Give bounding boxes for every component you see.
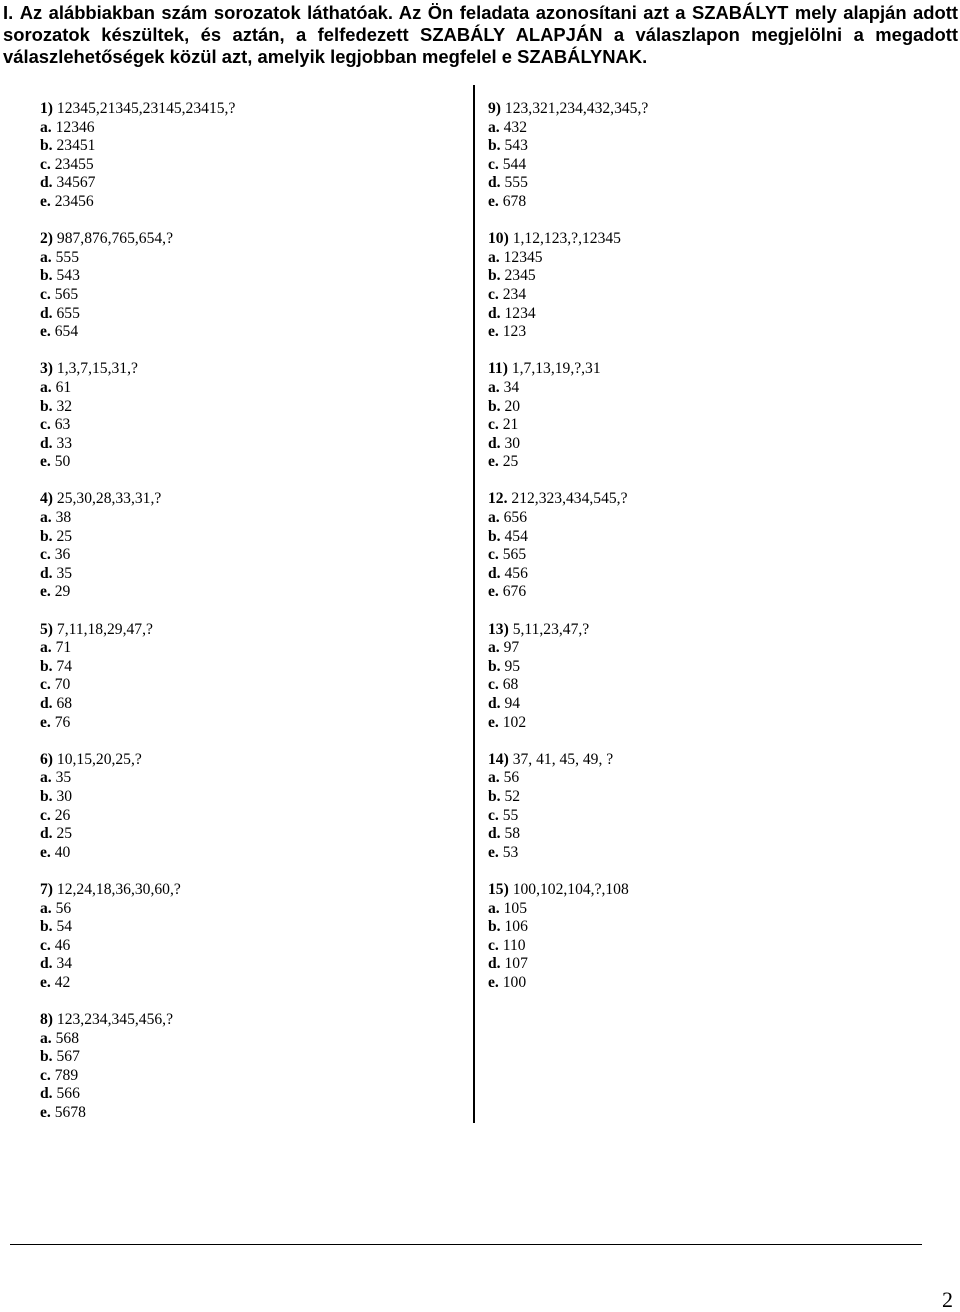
option-value: 34567: [56, 174, 96, 192]
option-letter: c.: [40, 416, 51, 434]
option-value: 35: [56, 564, 73, 582]
question-block: [488, 751, 928, 863]
answer-option: [40, 844, 460, 863]
option-value: 34: [503, 378, 520, 396]
answer-option: [40, 453, 460, 472]
option-value: 678: [502, 192, 527, 210]
option-letter: a.: [40, 639, 52, 657]
option-letter: b.: [40, 527, 53, 545]
question-number: 3): [40, 360, 53, 378]
option-letter: a.: [488, 899, 500, 917]
option-letter: c.: [488, 936, 499, 954]
option-letter: a.: [40, 1029, 52, 1047]
page-number: 2: [942, 1287, 953, 1312]
option-value: 40: [54, 843, 71, 861]
answer-option: [40, 416, 460, 435]
option-value: 54: [56, 918, 73, 936]
option-letter: e.: [488, 973, 499, 991]
option-value: 12346: [55, 118, 95, 136]
option-letter: e.: [488, 192, 499, 210]
answer-option: [488, 918, 928, 937]
option-letter: b.: [488, 657, 501, 675]
option-value: 97: [503, 639, 520, 657]
option-letter: b.: [488, 267, 501, 285]
answer-option: [40, 769, 460, 788]
question-line: [40, 1011, 460, 1030]
question-block: [40, 230, 460, 342]
question-sequence: 123,234,345,456,?: [56, 1011, 173, 1029]
option-value: 68: [56, 695, 73, 712]
answer-option: [40, 1067, 460, 1086]
instructions-text: Az alábbiakban szám sorozatok láthatóak. Az Ön feladata azonosítani azt a SZABÁLYT mely alapján adott sorozatok készültek, és aztán, a felfedezett SZABÁLY ALAPJÁN a válaszlapon megjelölni a megadott válaszlehetőségek közül azt, amelyik legjobban megfelel e SZABÁLYNAK.: [3, 2, 958, 67]
option-letter: c.: [40, 676, 51, 694]
answer-option: [488, 323, 928, 342]
question-number: 5): [40, 620, 53, 638]
answer-option: [40, 137, 460, 156]
option-value: 234: [502, 285, 527, 303]
answer-option: [488, 974, 928, 993]
option-value: 23455: [54, 155, 94, 173]
option-letter: a.: [488, 118, 500, 136]
question-number: 10): [488, 230, 509, 248]
answer-option: [40, 714, 460, 733]
option-letter: e.: [40, 583, 51, 601]
answer-option: [40, 937, 460, 956]
answer-option: [40, 825, 460, 844]
option-value: 29: [54, 583, 71, 601]
option-value: 123: [502, 323, 527, 341]
option-letter: e.: [488, 583, 499, 601]
option-value: 12345: [503, 248, 543, 266]
option-value: 52: [504, 787, 521, 805]
option-value: 70: [54, 676, 71, 694]
option-value: 25: [56, 527, 73, 545]
option-value: 100: [502, 973, 527, 991]
option-letter: c.: [40, 936, 51, 954]
answer-option: [40, 509, 460, 528]
question-line: [488, 881, 928, 900]
question-sequence: 5,11,23,47,?: [512, 620, 590, 638]
option-letter: d.: [40, 304, 53, 322]
option-letter: c.: [40, 806, 51, 824]
option-value: 71: [55, 639, 72, 657]
option-value: 543: [56, 267, 80, 285]
question-number: 1): [40, 100, 53, 117]
answer-option: [488, 267, 928, 286]
question-block: [488, 230, 928, 342]
option-letter: e.: [40, 1104, 51, 1122]
option-value: 555: [504, 174, 528, 192]
option-value: 555: [55, 248, 79, 266]
answer-option: [40, 974, 460, 993]
answer-option: [40, 379, 460, 398]
option-value: 50: [54, 453, 71, 471]
option-value: 21: [502, 416, 519, 434]
answer-option: [40, 807, 460, 826]
option-value: 654: [54, 323, 79, 341]
question-number: 15): [488, 880, 509, 898]
option-letter: d.: [40, 825, 53, 843]
option-value: 25: [56, 825, 73, 843]
option-letter: c.: [488, 806, 499, 824]
option-value: 568: [55, 1029, 79, 1047]
option-letter: c.: [488, 546, 499, 564]
question-line: [40, 230, 460, 249]
question-block: [40, 881, 460, 993]
option-letter: a.: [488, 509, 500, 527]
option-letter: d.: [40, 955, 53, 973]
option-value: 56: [55, 899, 72, 917]
option-letter: d.: [488, 564, 501, 582]
option-value: 58: [504, 825, 521, 843]
answer-option: [40, 639, 460, 658]
option-value: 107: [504, 955, 528, 973]
question-block: [488, 360, 928, 472]
question-line: [40, 881, 460, 900]
right-question-column: [488, 100, 928, 1011]
option-letter: b.: [488, 527, 501, 545]
option-letter: d.: [488, 304, 501, 322]
answer-option: [488, 937, 928, 956]
answer-option: [488, 695, 928, 714]
question-line: [488, 751, 928, 770]
option-value: 30: [56, 787, 73, 805]
option-value: 56: [503, 769, 520, 787]
option-letter: e.: [40, 192, 51, 210]
column-divider: [473, 85, 475, 1123]
option-letter: e.: [488, 323, 499, 341]
option-value: 55: [502, 806, 519, 824]
option-value: 94: [504, 695, 521, 712]
answer-option: [488, 807, 928, 826]
answer-option: [40, 583, 460, 602]
option-value: 456: [504, 564, 528, 582]
option-value: 567: [56, 1048, 80, 1066]
question-number: 11): [488, 360, 508, 378]
option-value: 1234: [504, 304, 536, 322]
question-number: 6): [40, 750, 53, 768]
question-line: [488, 230, 928, 249]
question-sequence: 37, 41, 45, 49, ?: [512, 750, 614, 768]
answer-option: [488, 137, 928, 156]
option-letter: a.: [488, 639, 500, 657]
option-value: 106: [504, 918, 528, 936]
question-line: [40, 621, 460, 640]
option-letter: b.: [40, 918, 53, 936]
answer-option: [40, 435, 460, 454]
option-value: 454: [504, 527, 528, 545]
answer-option: [40, 695, 460, 714]
option-letter: c.: [488, 285, 499, 303]
option-letter: c.: [40, 546, 51, 564]
option-letter: a.: [40, 769, 52, 787]
question-line: [40, 751, 460, 770]
option-value: 110: [502, 936, 526, 954]
question-number: 4): [40, 490, 53, 508]
option-letter: e.: [488, 843, 499, 861]
question-block: [40, 490, 460, 602]
answer-option: [40, 1104, 460, 1123]
option-value: 76: [54, 713, 71, 731]
answer-option: [488, 546, 928, 565]
option-letter: a.: [40, 378, 52, 396]
question-block: [488, 490, 928, 602]
answer-option: [40, 286, 460, 305]
answer-option: [488, 453, 928, 472]
answer-option: [488, 528, 928, 547]
answer-option: [488, 174, 928, 193]
option-letter: d.: [40, 174, 53, 192]
option-value: 30: [504, 434, 521, 452]
option-letter: b.: [40, 267, 53, 285]
option-value: 543: [504, 137, 528, 155]
answer-option: [488, 398, 928, 417]
option-letter: d.: [40, 1085, 53, 1103]
question-sequence: 100,102,104,?,108: [512, 880, 629, 898]
option-value: 676: [502, 583, 527, 601]
answer-option: [488, 844, 928, 863]
option-value: 42: [54, 973, 71, 991]
option-letter: e.: [488, 453, 499, 471]
option-letter: e.: [40, 453, 51, 471]
option-value: 20: [504, 397, 521, 415]
option-letter: e.: [488, 713, 499, 731]
question-block: [40, 360, 460, 472]
option-value: 102: [502, 713, 527, 731]
answer-option: [488, 825, 928, 844]
option-value: 61: [55, 378, 72, 396]
question-sequence: 10,15,20,25,?: [56, 750, 142, 768]
option-value: 789: [54, 1066, 79, 1084]
answer-option: [40, 528, 460, 547]
option-value: 565: [502, 546, 527, 564]
question-number: 14): [488, 750, 509, 768]
instructions-paragraph: [3, 2, 958, 68]
question-sequence: 1,7,13,19,?,31: [511, 360, 601, 378]
option-letter: c.: [488, 155, 499, 173]
answer-option: [488, 788, 928, 807]
answer-option: [488, 658, 928, 677]
option-letter: c.: [40, 285, 51, 303]
option-value: 68: [502, 676, 519, 694]
question-sequence: 12,24,18,36,30,60,?: [56, 880, 181, 898]
option-letter: d.: [40, 695, 53, 712]
option-value: 2345: [504, 267, 536, 285]
answer-option: [488, 119, 928, 138]
answer-option: [40, 546, 460, 565]
option-letter: a.: [40, 899, 52, 917]
answer-option: [488, 714, 928, 733]
answer-option: [488, 900, 928, 919]
option-value: 36: [54, 546, 71, 564]
option-letter: b.: [40, 137, 53, 155]
answer-option: [40, 788, 460, 807]
question-line: [488, 360, 928, 379]
option-value: 38: [55, 509, 72, 527]
answer-option: [40, 900, 460, 919]
answer-option: [488, 379, 928, 398]
answer-option: [40, 398, 460, 417]
question-number: 9): [488, 100, 501, 117]
question-block: [40, 1011, 460, 1123]
option-letter: a.: [488, 378, 500, 396]
option-letter: d.: [488, 174, 501, 192]
question-sequence: 123,321,234,432,345,?: [504, 100, 649, 117]
option-value: 544: [502, 155, 527, 173]
question-block: [40, 751, 460, 863]
answer-option: [40, 323, 460, 342]
question-line: [488, 100, 928, 119]
option-letter: b.: [40, 1048, 53, 1066]
answer-option: [488, 193, 928, 212]
answer-option: [488, 639, 928, 658]
answer-option: [488, 583, 928, 602]
question-number: 2): [40, 230, 53, 248]
answer-option: [40, 267, 460, 286]
answer-option: [40, 918, 460, 937]
option-letter: d.: [488, 825, 501, 843]
option-value: 25: [502, 453, 519, 471]
option-letter: c.: [488, 416, 499, 434]
option-value: 63: [54, 416, 71, 434]
option-letter: a.: [40, 509, 52, 527]
question-number: 13): [488, 620, 509, 638]
option-letter: b.: [488, 918, 501, 936]
question-sequence: 1,3,7,15,31,?: [56, 360, 138, 378]
option-value: 655: [56, 304, 80, 322]
question-sequence: 987,876,765,654,?: [56, 230, 173, 248]
option-letter: d.: [40, 434, 53, 452]
answer-option: [488, 435, 928, 454]
option-value: 33: [56, 434, 73, 452]
answer-option: [488, 955, 928, 974]
answer-option: [488, 156, 928, 175]
question-block: [40, 621, 460, 733]
answer-option: [40, 305, 460, 324]
option-letter: b.: [40, 657, 53, 675]
answer-option: [488, 416, 928, 435]
question-number: 7): [40, 880, 53, 898]
option-letter: b.: [40, 787, 53, 805]
option-value: 74: [56, 657, 73, 675]
option-letter: c.: [40, 155, 51, 173]
option-letter: e.: [40, 713, 51, 731]
answer-option: [488, 565, 928, 584]
answer-option: [488, 769, 928, 788]
option-letter: e.: [40, 843, 51, 861]
question-number: 8): [40, 1011, 53, 1029]
answer-option: [40, 658, 460, 677]
option-value: 23456: [54, 192, 94, 210]
option-letter: b.: [488, 137, 501, 155]
option-value: 95: [504, 657, 521, 675]
question-line: [40, 100, 460, 119]
answer-option: [40, 174, 460, 193]
left-question-column: [40, 100, 460, 1141]
option-value: 35: [55, 769, 72, 787]
option-value: 105: [503, 899, 527, 917]
question-line: [488, 490, 928, 509]
answer-option: [40, 565, 460, 584]
answer-option: [488, 676, 928, 695]
answer-option: [488, 305, 928, 324]
footer-rule: [10, 1244, 922, 1245]
question-sequence: 1,12,123,?,12345: [512, 230, 621, 248]
option-value: 26: [54, 806, 71, 824]
option-letter: a.: [488, 769, 500, 787]
answer-option: [40, 1048, 460, 1067]
answer-option: [40, 193, 460, 212]
question-sequence: 7,11,18,29,47,?: [56, 620, 153, 638]
option-value: 656: [503, 509, 527, 527]
option-value: 566: [56, 1085, 80, 1103]
question-number: 12.: [488, 490, 508, 508]
answer-option: [40, 156, 460, 175]
answer-option: [40, 1085, 460, 1104]
option-value: 432: [503, 118, 527, 136]
answer-option: [40, 119, 460, 138]
question-block: [488, 881, 928, 993]
answer-option: [488, 249, 928, 268]
question-line: [40, 360, 460, 379]
option-value: 565: [54, 285, 79, 303]
option-letter: c.: [488, 676, 499, 694]
question-sequence: 25,30,28,33,31,?: [56, 490, 162, 508]
option-letter: b.: [488, 787, 501, 805]
question-block: [488, 621, 928, 733]
option-value: 32: [56, 397, 73, 415]
answer-option: [40, 1030, 460, 1049]
option-letter: d.: [40, 564, 53, 582]
option-letter: e.: [40, 323, 51, 341]
answer-option: [488, 286, 928, 305]
option-letter: d.: [488, 695, 501, 712]
option-value: 53: [502, 843, 519, 861]
option-value: 34: [56, 955, 73, 973]
option-letter: a.: [488, 248, 500, 266]
option-letter: c.: [40, 1066, 51, 1084]
option-value: 5678: [54, 1104, 86, 1122]
option-letter: e.: [40, 973, 51, 991]
question-line: [488, 621, 928, 640]
question-sequence: 212,323,434,545,?: [511, 490, 628, 508]
question-line: [40, 490, 460, 509]
option-letter: a.: [40, 118, 52, 136]
section-heading: I.: [3, 2, 14, 23]
question-sequence: 12345,21345,23145,23415,?: [56, 100, 236, 117]
option-letter: b.: [488, 397, 501, 415]
answer-option: [40, 955, 460, 974]
answer-option: [488, 509, 928, 528]
option-value: 46: [54, 936, 71, 954]
option-letter: d.: [488, 434, 501, 452]
option-value: 23451: [56, 137, 96, 155]
option-letter: b.: [40, 397, 53, 415]
question-block: [488, 100, 928, 212]
option-letter: a.: [40, 248, 52, 266]
option-letter: d.: [488, 955, 501, 973]
question-block: [40, 100, 460, 212]
answer-option: [40, 249, 460, 268]
answer-option: [40, 676, 460, 695]
